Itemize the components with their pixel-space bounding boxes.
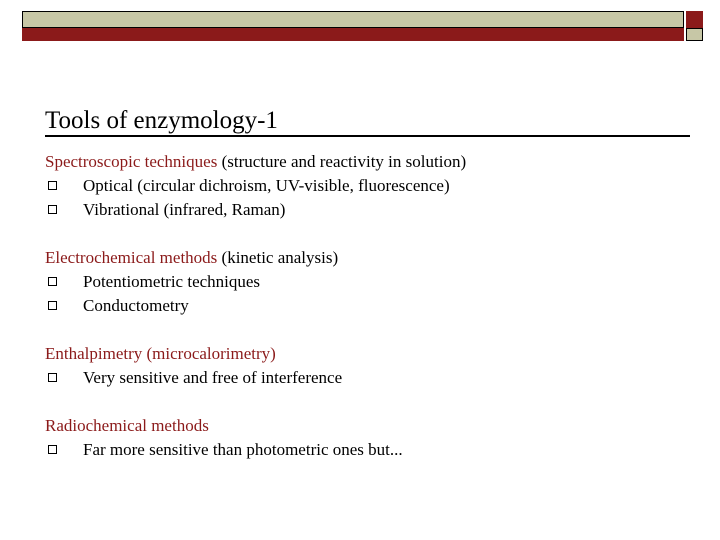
corner-square-red — [686, 11, 703, 28]
section-heading — [45, 246, 695, 270]
list-item-text: Optical (circular dichroism, UV-visible, fluorescence) — [83, 176, 450, 195]
list-item-text: Potentiometric techniques — [83, 272, 261, 291]
list-item — [45, 270, 695, 294]
slide-content — [45, 150, 695, 462]
heading-description: (structure and reactivity in solution) — [217, 152, 467, 171]
list-item-text: Very sensitive and free of interference — [83, 368, 343, 387]
hollow-square-icon — [48, 445, 57, 454]
slide-title: Tools of enzymology-1 — [45, 107, 278, 134]
list-item — [45, 198, 695, 222]
list-item — [45, 366, 695, 390]
heading-description: (kinetic analysis) — [217, 248, 339, 267]
header-bar — [22, 11, 684, 28]
header-accent-bar — [22, 28, 684, 41]
list-item — [45, 438, 695, 462]
section-heading — [45, 342, 695, 366]
hollow-square-icon — [48, 181, 57, 190]
heading-highlight: Spectroscopic techniques — [45, 152, 218, 171]
hollow-square-icon — [48, 301, 57, 310]
section-heading — [45, 150, 695, 174]
heading-highlight: Radiochemical methods — [45, 416, 209, 435]
section-radiochemical — [45, 414, 695, 462]
list-item — [45, 294, 695, 318]
corner-square-beige — [686, 28, 703, 41]
heading-highlight: Enthalpimetry (microcalorimetry) — [45, 344, 276, 363]
hollow-square-icon — [48, 373, 57, 382]
title-underline — [45, 135, 690, 137]
hollow-square-icon — [48, 277, 57, 286]
section-spectroscopic — [45, 150, 695, 222]
list-item-text: Vibrational (infrared, Raman) — [83, 200, 286, 219]
hollow-square-icon — [48, 205, 57, 214]
section-electrochemical — [45, 246, 695, 318]
list-item-text: Conductometry — [83, 296, 189, 315]
section-enthalpimetry — [45, 342, 695, 390]
heading-highlight: Electrochemical methods — [45, 248, 218, 267]
section-heading — [45, 414, 695, 438]
list-item-text: Far more sensitive than photometric ones but... — [83, 440, 403, 459]
list-item — [45, 174, 695, 198]
